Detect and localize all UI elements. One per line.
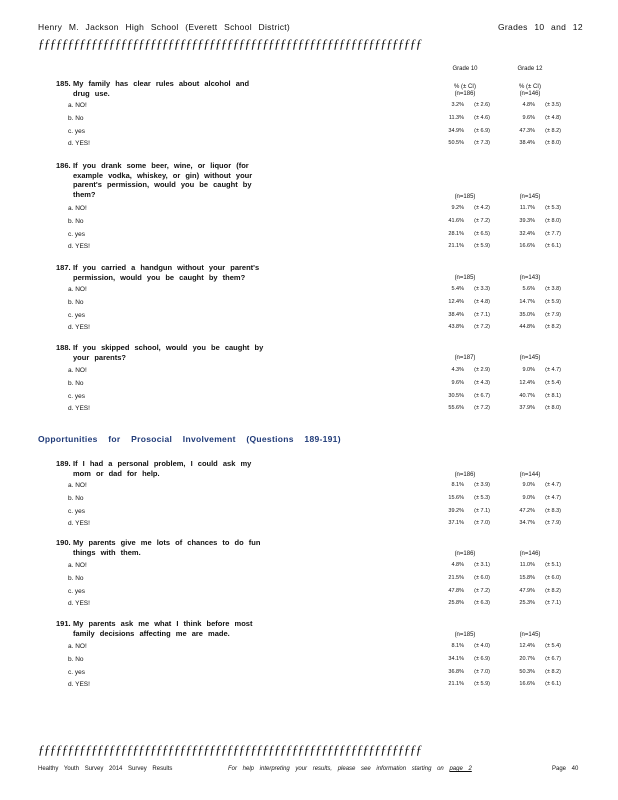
question-line-text: family decisions affecting me are made. — [73, 628, 230, 638]
response-label: c. yes — [68, 127, 85, 135]
grade-10-ci: (± 6.7) — [474, 392, 490, 399]
question-text — [56, 263, 259, 282]
grade-12-ci: (± 6.0) — [545, 574, 561, 581]
response-label: d. YES! — [68, 324, 90, 332]
footer-help-text — [228, 766, 472, 772]
question-line-text: My parents give me lots of chances to do fun — [73, 538, 261, 547]
sample-size-grade-12: (n=145) — [519, 194, 541, 200]
question-text-line — [56, 89, 249, 99]
grade-12-percent: 9.6% — [522, 114, 535, 121]
question-line-text: parent's permission, would you be caught by — [73, 180, 252, 189]
grade-12-percent: 40.7% — [519, 392, 535, 399]
grade-12-percent: 9.0% — [522, 482, 535, 488]
sample-size-grade-10: (n=185) — [454, 632, 476, 638]
question-number: 188. — [56, 343, 71, 352]
grade-10-ci: (± 7.2) — [474, 217, 490, 224]
question-text-line — [56, 353, 263, 363]
question-text — [56, 79, 249, 98]
grade-12-percent: 47.2% — [519, 507, 535, 514]
grade-12-percent: 15.8% — [519, 574, 535, 581]
question-text-line — [56, 619, 252, 629]
grade-10-percent: 41.6% — [448, 217, 464, 224]
grade-12-percent: 44.8% — [519, 324, 535, 331]
grade-12-percent: 25.3% — [519, 600, 535, 607]
grade-10-percent: 50.5% — [448, 140, 464, 147]
grade-12-ci: (± 5.3) — [545, 205, 561, 211]
column-header-grade-12: Grade 12 — [517, 66, 543, 72]
grade-10-ci: (± 6.3) — [474, 600, 490, 607]
grade-12-ci: (± 5.4) — [545, 379, 561, 386]
question-text-line — [56, 180, 252, 190]
sample-size-grade-10: (n=185) — [454, 194, 476, 200]
response-label: d. YES! — [68, 681, 90, 689]
grade-12-ci: (± 8.0) — [545, 405, 561, 412]
question-number: 187. — [56, 263, 71, 272]
grade-12-ci: (± 3.8) — [545, 286, 561, 292]
column-header-pct-ci: % (± CI) — [454, 84, 476, 90]
response-label: d. YES! — [68, 405, 90, 413]
header-separator: ƒƒƒƒƒƒƒƒƒƒƒƒƒƒƒƒƒƒƒƒƒƒƒƒƒƒƒƒƒƒƒƒƒƒƒƒƒƒƒƒƒƒƒƒƒƒƒƒƒƒƒƒƒƒƒƒƒƒƒƒƒƒƒƒƒ — [38, 36, 422, 51]
question-text-line — [56, 469, 251, 479]
question-text-line — [56, 171, 252, 181]
grade-12-ci: (± 8.2) — [545, 587, 561, 594]
response-label: a. NO! — [68, 102, 87, 109]
response-label: d. YES! — [68, 243, 90, 251]
grade-12-percent: 4.8% — [522, 102, 535, 108]
sample-size-grade-12: (n=146) — [519, 551, 541, 557]
grade-10-percent: 28.1% — [448, 230, 464, 237]
grade-12-percent: 16.6% — [519, 681, 535, 688]
grade-10-percent: 25.8% — [448, 600, 464, 607]
grade-12-percent: 39.3% — [519, 217, 535, 224]
response-label: c. yes — [68, 587, 85, 595]
grade-10-ci: (± 2.6) — [474, 102, 490, 108]
grade-10-percent: 4.8% — [451, 562, 464, 568]
question-text-line — [56, 161, 252, 171]
response-label: c. yes — [68, 311, 85, 319]
grade-10-percent: 8.1% — [451, 643, 464, 649]
question-line-text: If I had a personal problem, I could ask my — [73, 459, 252, 468]
grade-12-ci: (± 4.7) — [545, 367, 561, 373]
sample-size-grade-10: (n=185) — [454, 275, 476, 281]
footer-help-sentence: For help interpreting your results, please see information starting on — [228, 766, 444, 772]
grade-10-percent: 39.2% — [448, 507, 464, 514]
column-header-pct-ci: % (± CI) — [519, 84, 541, 90]
sample-size-grade-10: (n=186) — [454, 472, 476, 478]
grade-10-percent: 55.6% — [448, 405, 464, 412]
question-text-line — [56, 538, 260, 548]
grade-10-ci: (± 7.2) — [474, 324, 490, 331]
grade-10-ci: (± 3.3) — [474, 286, 490, 292]
grade-10-percent: 11.3% — [448, 114, 464, 121]
sample-size-grade-12: (n=146) — [519, 91, 541, 97]
grade-12-ci: (± 8.2) — [545, 324, 561, 331]
response-label: d. YES! — [68, 140, 90, 148]
grade-12-ci: (± 7.9) — [545, 311, 561, 318]
grade-12-percent: 12.4% — [519, 379, 535, 386]
question-line-text: If you drank some beer, wine, or liquor (for — [73, 161, 249, 170]
sample-size-grade-12: (n=145) — [519, 355, 541, 361]
grade-12-ci: (± 8.0) — [545, 217, 561, 224]
question-number: 186. — [56, 161, 71, 170]
grade-12-ci: (± 8.2) — [545, 668, 561, 675]
grade-12-percent: 47.3% — [519, 127, 535, 134]
sample-size-grade-12: (n=143) — [519, 275, 541, 281]
response-label: b. No — [68, 574, 84, 582]
grade-12-ci: (± 4.8) — [545, 114, 561, 121]
grade-10-ci: (± 5.9) — [474, 243, 490, 250]
response-label: b. No — [68, 298, 84, 306]
question-line-text: them? — [73, 189, 96, 199]
grade-12-ci: (± 6.7) — [545, 655, 561, 662]
grade-12-ci: (± 6.1) — [545, 243, 561, 250]
question-text-line — [56, 459, 251, 469]
grade-12-ci: (± 5.9) — [545, 298, 561, 305]
grade-10-percent: 21.1% — [448, 681, 464, 688]
grade-10-ci: (± 6.9) — [474, 127, 490, 134]
question-line-text: My family has clear rules about alcohol and — [73, 79, 250, 88]
sample-size-grade-10: (n=186) — [454, 551, 476, 557]
question-number: 191. — [56, 619, 71, 628]
grade-10-percent: 3.2% — [451, 102, 464, 108]
grade-12-percent: 12.4% — [519, 643, 535, 649]
grade-10-ci: (± 4.6) — [474, 114, 490, 121]
question-line-text: permission, would you be caught by them? — [73, 272, 246, 282]
grade-10-ci: (± 4.8) — [474, 298, 490, 305]
grade-10-ci: (± 6.5) — [474, 230, 490, 237]
question-line-text: your parents? — [73, 352, 127, 362]
response-label: a. NO! — [68, 205, 87, 212]
grade-10-ci: (± 3.1) — [474, 562, 490, 568]
grade-10-ci: (± 2.9) — [474, 367, 490, 373]
question-line-text: drug use. — [73, 88, 110, 98]
grade-10-ci: (± 7.1) — [474, 507, 490, 514]
response-label: a. NO! — [68, 367, 87, 374]
grade-10-ci: (± 3.9) — [474, 482, 490, 488]
grade-12-ci: (± 3.5) — [545, 102, 561, 108]
grade-10-ci: (± 7.1) — [474, 311, 490, 318]
grade-10-percent: 8.1% — [451, 482, 464, 488]
question-line-text: example vodka, whiskey, or gin) without your — [73, 170, 253, 180]
question-text-line — [56, 629, 252, 639]
response-label: d. YES! — [68, 600, 90, 608]
footer-page-number: Page 40 — [552, 766, 579, 772]
footer-survey-name: Healthy Youth Survey 2014 Survey Results — [38, 766, 173, 772]
grade-10-percent: 37.1% — [448, 520, 464, 527]
sample-size-grade-10: (n=186) — [454, 91, 476, 97]
grade-12-ci: (± 4.7) — [545, 494, 561, 501]
question-text-line — [56, 273, 259, 283]
response-label: c. yes — [68, 230, 85, 238]
question-number: 190. — [56, 538, 71, 547]
response-label: b. No — [68, 217, 84, 225]
grade-12-ci: (± 5.1) — [545, 562, 561, 568]
question-text — [56, 538, 260, 557]
question-number: 185. — [56, 79, 71, 88]
grade-10-ci: (± 5.3) — [474, 494, 490, 501]
grade-10-ci: (± 4.3) — [474, 379, 490, 386]
response-label: b. No — [68, 114, 84, 122]
grade-10-ci: (± 5.9) — [474, 681, 490, 688]
footer-separator: ƒƒƒƒƒƒƒƒƒƒƒƒƒƒƒƒƒƒƒƒƒƒƒƒƒƒƒƒƒƒƒƒƒƒƒƒƒƒƒƒƒƒƒƒƒƒƒƒƒƒƒƒƒƒƒƒƒƒƒƒƒƒƒƒƒ — [38, 742, 422, 757]
response-label: c. yes — [68, 392, 85, 400]
grade-10-percent: 34.9% — [448, 127, 464, 134]
grade-10-percent: 36.8% — [448, 668, 464, 675]
grade-12-percent: 16.6% — [519, 243, 535, 250]
grade-12-ci: (± 7.1) — [545, 600, 561, 607]
response-label: a. NO! — [68, 286, 87, 293]
grade-10-percent: 4.3% — [451, 367, 464, 373]
grade-10-percent: 38.4% — [448, 311, 464, 318]
grade-12-ci: (± 7.9) — [545, 520, 561, 527]
grade-10-percent: 5.4% — [451, 286, 464, 292]
question-text-line — [56, 343, 263, 353]
question-text — [56, 161, 252, 199]
question-line-text: My parents ask me what I think before most — [73, 619, 253, 628]
grade-12-percent: 5.6% — [522, 286, 535, 292]
grade-12-percent: 9.0% — [522, 494, 535, 501]
grade-10-percent: 21.1% — [448, 243, 464, 250]
grade-12-percent: 11.7% — [519, 205, 535, 211]
response-label: b. No — [68, 379, 84, 387]
document-header-school: Henry M. Jackson High School (Everett School District) — [38, 22, 291, 32]
grade-12-ci: (± 7.7) — [545, 230, 561, 237]
grade-12-percent: 47.9% — [519, 587, 535, 594]
grade-10-percent: 30.5% — [448, 392, 464, 399]
grade-10-ci: (± 4.2) — [474, 205, 490, 211]
grade-10-ci: (± 7.2) — [474, 405, 490, 412]
grade-10-percent: 9.6% — [451, 379, 464, 386]
section-title: Opportunities for Prosocial Involvement (Questions 189-191) — [38, 434, 341, 444]
grade-12-percent: 34.7% — [519, 520, 535, 527]
question-text — [56, 619, 252, 638]
response-label: c. yes — [68, 668, 85, 676]
question-text-line — [56, 79, 249, 89]
grade-10-percent: 12.4% — [448, 298, 464, 305]
grade-10-ci: (± 7.0) — [474, 520, 490, 527]
column-header-grade-10: Grade 10 — [452, 66, 478, 72]
document-header-grades: Grades 10 and 12 — [498, 22, 583, 32]
grade-10-percent: 34.1% — [448, 655, 464, 662]
question-text-line — [56, 548, 260, 558]
grade-12-percent: 37.9% — [519, 405, 535, 412]
grade-12-percent: 35.0% — [519, 311, 535, 318]
grade-12-percent: 14.7% — [519, 298, 535, 305]
grade-10-percent: 47.8% — [448, 587, 464, 594]
grade-10-percent: 15.6% — [448, 494, 464, 501]
question-line-text: If you carried a handgun without your parent's — [73, 263, 260, 272]
grade-10-ci: (± 7.0) — [474, 668, 490, 675]
question-text — [56, 459, 251, 478]
grade-12-ci: (± 8.2) — [545, 127, 561, 134]
grade-12-ci: (± 8.1) — [545, 392, 561, 399]
grade-10-ci: (± 6.9) — [474, 655, 490, 662]
response-label: a. NO! — [68, 643, 87, 650]
response-label: a. NO! — [68, 482, 87, 489]
grade-12-ci: (± 5.4) — [545, 643, 561, 649]
response-label: b. No — [68, 494, 84, 502]
grade-10-ci: (± 6.0) — [474, 574, 490, 581]
grade-10-percent: 21.5% — [448, 574, 464, 581]
grade-12-ci: (± 8.0) — [545, 140, 561, 147]
grade-10-percent: 9.2% — [451, 205, 464, 211]
question-line-text: mom or dad for help. — [73, 468, 160, 478]
grade-10-ci: (± 7.3) — [474, 140, 490, 147]
grade-12-percent: 11.0% — [519, 562, 535, 568]
grade-12-percent: 20.7% — [519, 655, 535, 662]
response-label: b. No — [68, 655, 84, 663]
response-label: a. NO! — [68, 562, 87, 569]
grade-12-percent: 50.3% — [519, 668, 535, 675]
response-label: d. YES! — [68, 520, 90, 528]
grade-12-ci: (± 6.1) — [545, 681, 561, 688]
sample-size-grade-12: (n=145) — [519, 632, 541, 638]
grade-12-ci: (± 4.7) — [545, 482, 561, 488]
response-label: c. yes — [68, 507, 85, 515]
footer-page-link[interactable]: page 2 — [449, 766, 472, 772]
sample-size-grade-10: (n=187) — [454, 355, 476, 361]
grade-10-percent: 43.8% — [448, 324, 464, 331]
grade-10-ci: (± 7.2) — [474, 587, 490, 594]
grade-12-percent: 9.0% — [522, 367, 535, 373]
question-line-text: things with them. — [73, 547, 141, 557]
question-text — [56, 343, 263, 362]
question-number: 189. — [56, 459, 71, 468]
grade-12-percent: 32.4% — [519, 230, 535, 237]
grade-12-percent: 38.4% — [519, 140, 535, 147]
sample-size-grade-12: (n=144) — [519, 472, 541, 478]
question-line-text: If you skipped school, would you be caught by — [73, 343, 264, 352]
grade-10-ci: (± 4.0) — [474, 643, 490, 649]
question-text-line — [56, 190, 252, 200]
grade-12-ci: (± 8.3) — [545, 507, 561, 514]
question-text-line — [56, 263, 259, 273]
